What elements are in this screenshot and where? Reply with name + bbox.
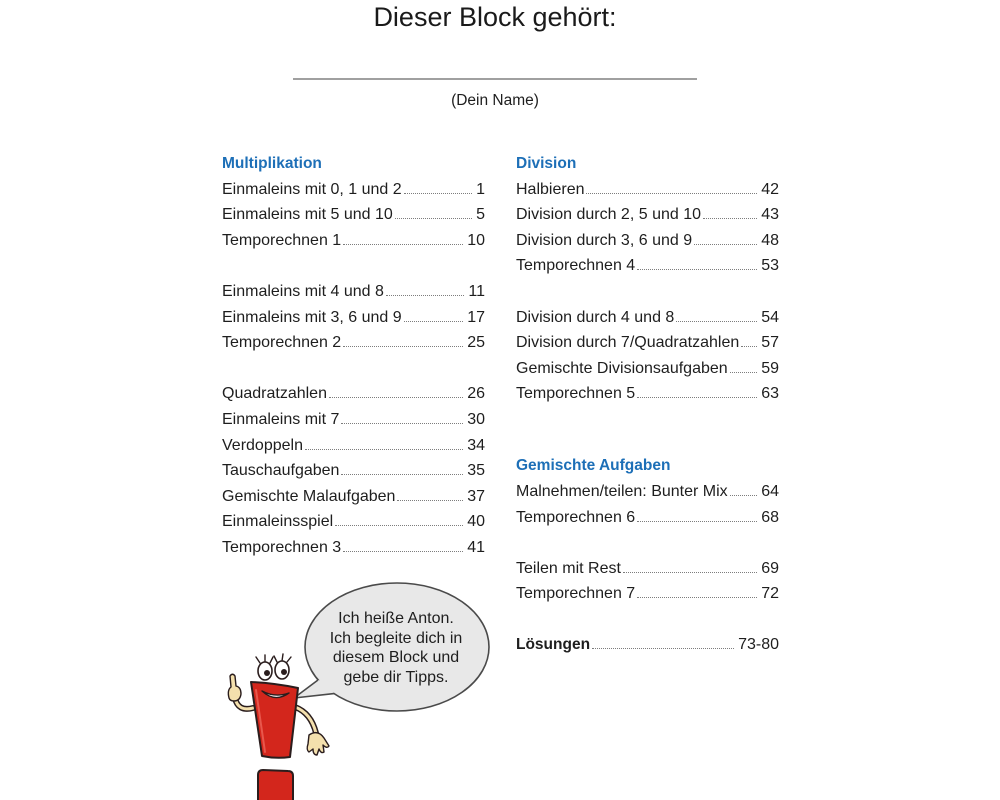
toc-entry bbox=[516, 505, 779, 531]
toc-entry-page: 5 bbox=[476, 206, 485, 224]
toc-entry-label: Verdoppeln bbox=[222, 436, 303, 454]
toc-entry bbox=[222, 177, 485, 203]
toc-entry-label: Teilen mit Rest bbox=[516, 559, 621, 577]
mascot-left-hand bbox=[228, 674, 241, 701]
dotted-leader bbox=[741, 346, 757, 347]
toc-entry-page: 73-80 bbox=[738, 636, 779, 654]
toc-entry-label: Einmaleins mit 0, 1 und 2 bbox=[222, 180, 402, 198]
toc-entry-label: Gemischte Divisionsaufgaben bbox=[516, 359, 728, 377]
page-title: Dieser Block gehört: bbox=[373, 2, 617, 32]
name-write-line bbox=[293, 78, 697, 80]
dotted-leader bbox=[343, 346, 463, 347]
toc-entry-label: Temporechnen 4 bbox=[516, 257, 636, 275]
toc-entry-label: Gemischte Malaufgaben bbox=[222, 487, 396, 505]
mascot-right-eye bbox=[274, 654, 291, 679]
toc-entry-page: 54 bbox=[761, 308, 779, 326]
toc-entry-label: Temporechnen 3 bbox=[222, 538, 342, 556]
dotted-leader bbox=[397, 500, 463, 501]
toc-entry bbox=[516, 228, 779, 254]
toc-entry bbox=[516, 381, 779, 407]
name-caption: (Dein Name) bbox=[451, 92, 539, 109]
dotted-leader bbox=[305, 449, 463, 450]
speech-bubble-line: Ich heiße Anton. bbox=[338, 610, 454, 627]
toc-entry-label: Einmaleins mit 4 und 8 bbox=[222, 282, 384, 300]
toc-entry bbox=[222, 202, 485, 228]
toc-entry-solutions bbox=[516, 632, 779, 658]
dotted-leader bbox=[395, 218, 472, 219]
dotted-leader bbox=[335, 525, 463, 526]
dotted-leader bbox=[703, 218, 757, 219]
dotted-leader bbox=[637, 397, 757, 398]
toc-entry-page: 63 bbox=[761, 385, 779, 403]
toc-entry-page: 30 bbox=[467, 410, 485, 428]
dotted-leader bbox=[623, 572, 757, 573]
toc-entry bbox=[222, 433, 485, 459]
toc-entry bbox=[222, 228, 485, 254]
toc-entry-page: 40 bbox=[467, 513, 485, 531]
toc-entry-page: 26 bbox=[467, 385, 485, 403]
toc-entry-page: 68 bbox=[761, 508, 779, 526]
toc-left-column bbox=[222, 151, 485, 561]
speech-bubble-line: diesem Block und bbox=[332, 649, 460, 666]
toc-entry-page: 57 bbox=[761, 334, 779, 352]
toc-entry-page: 1 bbox=[476, 180, 485, 198]
toc-entry bbox=[222, 407, 485, 433]
toc-entry bbox=[516, 356, 779, 382]
toc-entry bbox=[222, 305, 485, 331]
mascot-right-arm bbox=[295, 707, 329, 755]
mascot-left-eye bbox=[256, 655, 273, 680]
toc-entry-label: Division durch 7/Quadratzahlen bbox=[516, 334, 740, 352]
toc-entry-page: 64 bbox=[761, 482, 779, 500]
toc-entry-page: 37 bbox=[467, 487, 485, 505]
toc-entry bbox=[222, 381, 485, 407]
toc-entry-label: Quadratzahlen bbox=[222, 385, 327, 403]
dotted-leader bbox=[637, 521, 757, 522]
toc-entry bbox=[516, 581, 779, 607]
toc-entry-page: 17 bbox=[467, 308, 485, 326]
dotted-leader bbox=[694, 244, 757, 245]
toc-entry-page: 34 bbox=[467, 436, 485, 454]
toc-entry-label: Tauschaufgaben bbox=[222, 462, 340, 480]
dotted-leader bbox=[586, 193, 757, 194]
toc-entry-label: Malnehmen/teilen: Bunter Mix bbox=[516, 482, 728, 500]
toc-entry-label: Einmaleins mit 5 und 10 bbox=[222, 206, 393, 224]
toc-entry-page: 10 bbox=[467, 231, 485, 249]
toc-entry-label: Einmaleinsspiel bbox=[222, 513, 334, 531]
speech-bubble-line: Ich begleite dich in bbox=[329, 629, 463, 647]
toc-entry-label: Division durch 4 und 8 bbox=[516, 308, 675, 326]
toc-entry bbox=[222, 509, 485, 535]
toc-entry-page: 53 bbox=[761, 257, 779, 275]
dotted-leader bbox=[341, 423, 463, 424]
toc-entry-label: Einmaleins mit 7 bbox=[222, 410, 340, 428]
toc-entry-label: Temporechnen 2 bbox=[222, 334, 342, 352]
section-heading: Division bbox=[516, 155, 577, 172]
toc-entry-page: 25 bbox=[467, 334, 485, 352]
toc-entry-page: 59 bbox=[761, 359, 779, 377]
dotted-leader bbox=[386, 295, 465, 296]
mascot-right-hand bbox=[307, 733, 329, 755]
dotted-leader bbox=[592, 648, 734, 649]
toc-entry bbox=[222, 484, 485, 510]
dotted-leader bbox=[404, 193, 472, 194]
toc-entry bbox=[516, 253, 779, 279]
toc-entry bbox=[222, 279, 485, 305]
section-heading: Multiplikation bbox=[222, 155, 322, 172]
toc-entry bbox=[516, 330, 779, 356]
toc-entry-label: Division durch 3, 6 und 9 bbox=[516, 231, 693, 249]
toc-right-column bbox=[516, 151, 779, 658]
section-heading: Gemischte Aufgaben bbox=[516, 457, 671, 475]
dotted-leader bbox=[329, 397, 463, 398]
toc-entry bbox=[222, 535, 485, 561]
mascot-dot bbox=[258, 770, 293, 800]
toc-entry-label: Temporechnen 6 bbox=[516, 508, 636, 526]
toc-entry bbox=[516, 479, 779, 505]
toc-entry bbox=[516, 305, 779, 331]
toc-entry-page: 41 bbox=[467, 538, 485, 556]
speech-bubble-line: gebe dir Tipps. bbox=[343, 668, 449, 686]
toc-entry-label: Halbieren bbox=[516, 180, 585, 198]
dotted-leader bbox=[730, 372, 758, 373]
exclamation-mark-mascot-icon bbox=[228, 654, 329, 800]
toc-entry bbox=[516, 556, 779, 582]
toc-entry-page: 48 bbox=[761, 231, 779, 249]
dotted-leader bbox=[637, 597, 757, 598]
toc-entry-label: Lösungen bbox=[516, 636, 591, 654]
toc-entry-label: Temporechnen 7 bbox=[516, 585, 636, 603]
dotted-leader bbox=[637, 269, 757, 270]
dotted-leader bbox=[730, 495, 758, 496]
toc-entry-label: Temporechnen 1 bbox=[222, 231, 342, 249]
toc-entry-label: Einmaleins mit 3, 6 und 9 bbox=[222, 308, 402, 326]
toc-section-gemischte-aufgaben bbox=[516, 453, 779, 658]
dotted-leader bbox=[676, 321, 757, 322]
toc-entry bbox=[222, 458, 485, 484]
toc-section-division bbox=[516, 151, 779, 407]
toc-entry-page: 72 bbox=[761, 585, 779, 603]
toc-entry-page: 35 bbox=[467, 462, 485, 480]
toc-entry-page: 43 bbox=[761, 206, 779, 224]
toc-entry bbox=[516, 202, 779, 228]
dotted-leader bbox=[343, 244, 463, 245]
mascot-left-arm bbox=[228, 674, 253, 709]
toc-entry-page: 69 bbox=[761, 559, 779, 577]
toc-entry-label: Division durch 2, 5 und 10 bbox=[516, 206, 701, 224]
toc-entry bbox=[516, 177, 779, 203]
dotted-leader bbox=[341, 474, 463, 475]
speech-bubble-text bbox=[316, 609, 476, 687]
toc-entry-page: 42 bbox=[761, 180, 779, 198]
mascot-body bbox=[251, 682, 298, 758]
dotted-leader bbox=[404, 321, 464, 322]
toc-section-multiplikation bbox=[222, 151, 485, 561]
toc-entry-label: Temporechnen 5 bbox=[516, 385, 636, 403]
toc-entry-page: 11 bbox=[468, 282, 485, 300]
dotted-leader bbox=[343, 551, 463, 552]
toc-entry bbox=[222, 330, 485, 356]
